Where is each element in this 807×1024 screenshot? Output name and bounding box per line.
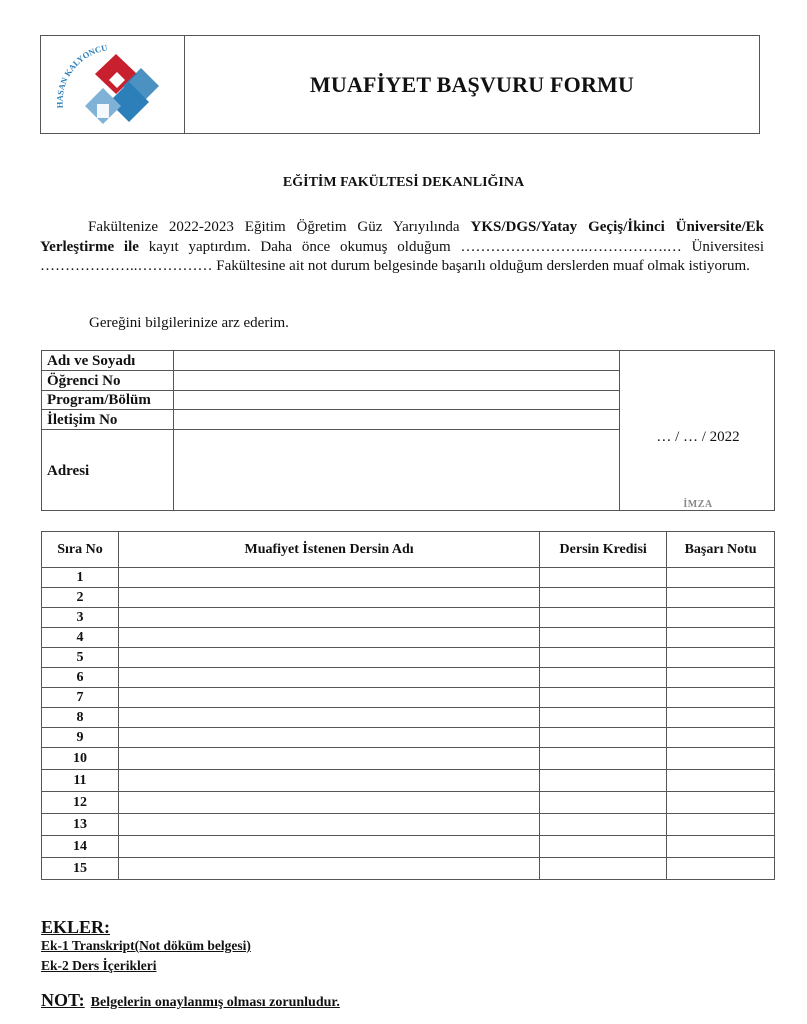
grade-cell[interactable] (667, 814, 775, 836)
table-row (42, 628, 775, 648)
attachments-title: EKLER: (41, 917, 111, 937)
grade-cell[interactable] (667, 568, 775, 588)
grade-cell[interactable] (667, 792, 775, 814)
grade-cell[interactable] (667, 858, 775, 880)
table-row (42, 688, 775, 708)
credit-cell[interactable] (540, 568, 667, 588)
course-name-cell[interactable] (118, 814, 539, 836)
grade-cell[interactable] (667, 648, 775, 668)
course-name-cell[interactable] (118, 728, 539, 748)
course-name-cell[interactable] (118, 836, 539, 858)
label-contact: İletişim No (47, 412, 118, 428)
grade-cell[interactable] (667, 770, 775, 792)
form-header (40, 35, 760, 134)
grade-cell[interactable] (667, 588, 775, 608)
application-paragraph (40, 218, 764, 277)
table-row (42, 748, 775, 770)
grade-cell[interactable] (667, 688, 775, 708)
credit-cell[interactable] (540, 836, 667, 858)
row-number: 7 (42, 688, 119, 708)
table-row (42, 648, 775, 668)
row-number: 3 (42, 608, 119, 628)
attachment-item-2: Ek-2 Ders İçerikleri (41, 958, 157, 973)
credit-cell[interactable] (540, 858, 667, 880)
student-info-table (41, 350, 775, 511)
attachment-item-1: Ek-1 Transkript(Not döküm belgesi) (41, 938, 251, 953)
label-program: Program/Bölüm (47, 392, 151, 408)
row-number: 13 (42, 814, 119, 836)
credit-cell[interactable] (540, 792, 667, 814)
header-credit: Dersin Kredisi (540, 532, 667, 568)
header-grade: Başarı Notu (667, 532, 775, 568)
paragraph-bold: YKS/DGS/Yatay Geçiş/İkinci Üniversite/Ek Yerleştirme ile (40, 219, 765, 255)
table-row (42, 858, 775, 880)
course-name-cell[interactable] (118, 688, 539, 708)
addressee: EĞİTİM FAKÜLTESİ DEKANLIĞINA (282, 175, 525, 190)
credit-cell[interactable] (540, 708, 667, 728)
credit-cell[interactable] (540, 648, 667, 668)
row-number: 15 (42, 858, 119, 880)
credit-cell[interactable] (540, 608, 667, 628)
course-name-cell[interactable] (118, 792, 539, 814)
table-row (42, 568, 775, 588)
logo-wordmark: HASAN KALYONCU (54, 42, 109, 109)
course-name-cell[interactable] (118, 608, 539, 628)
signature-label: İMZA (683, 499, 713, 510)
credit-cell[interactable] (540, 728, 667, 748)
credit-cell[interactable] (540, 628, 667, 648)
table-row (42, 814, 775, 836)
paragraph-text-2: kayıt yaptırdım. Daha önce okumuş olduğum ……………………..…………….… Üniversitesi ………………..…………… Fakültesine ait not durum belgesinde başarılı olduğum derslerden muaf olmak istiyorum. (40, 238, 764, 274)
closing-sentence: Gereğini bilgilerinize arz ederim. (89, 315, 289, 331)
row-number: 4 (42, 628, 119, 648)
credit-cell[interactable] (540, 588, 667, 608)
credit-cell[interactable] (540, 770, 667, 792)
table-row (42, 608, 775, 628)
table-header-row (42, 532, 775, 568)
paragraph-text-1: Fakültenize 2022-2023 Eğitim Öğretim Güz Yarıyılında (88, 219, 471, 235)
table-row (42, 770, 775, 792)
header-course-name: Muafiyet İstenen Dersin Adı (118, 532, 539, 568)
note-text: Belgelerin onaylanmış olması zorunludur. (90, 995, 340, 1010)
course-name-cell[interactable] (118, 568, 539, 588)
table-row (42, 708, 775, 728)
table-row (42, 588, 775, 608)
course-name-cell[interactable] (118, 588, 539, 608)
label-address: Adresi (47, 463, 90, 479)
grade-cell[interactable] (667, 728, 775, 748)
course-name-cell[interactable] (118, 748, 539, 770)
header-no: Sıra No (42, 532, 119, 568)
grade-cell[interactable] (667, 836, 775, 858)
form-title: MUAFİYET BAŞVURU FORMU (309, 71, 635, 97)
table-row (42, 728, 775, 748)
row-number: 9 (42, 728, 119, 748)
credit-cell[interactable] (540, 688, 667, 708)
label-name: Adı ve Soyadı (47, 353, 136, 369)
date-field: … / … / 2022 (656, 429, 740, 445)
row-number: 5 (42, 648, 119, 668)
grade-cell[interactable] (667, 708, 775, 728)
note (41, 990, 340, 1011)
course-name-cell[interactable] (118, 770, 539, 792)
grade-cell[interactable] (667, 608, 775, 628)
course-name-cell[interactable] (118, 668, 539, 688)
courses-table (41, 531, 775, 880)
credit-cell[interactable] (540, 814, 667, 836)
credit-cell[interactable] (540, 668, 667, 688)
row-number: 1 (42, 568, 119, 588)
course-name-cell[interactable] (118, 708, 539, 728)
table-row (42, 836, 775, 858)
note-label: NOT: (41, 990, 85, 1010)
row-number: 10 (42, 748, 119, 770)
grade-cell[interactable] (667, 748, 775, 770)
course-name-cell[interactable] (118, 858, 539, 880)
course-name-cell[interactable] (118, 648, 539, 668)
course-name-cell[interactable] (118, 628, 539, 648)
row-number: 14 (42, 836, 119, 858)
row-number: 8 (42, 708, 119, 728)
row-number: 11 (42, 770, 119, 792)
label-student-no: Öğrenci No (47, 373, 121, 389)
table-row (42, 792, 775, 814)
grade-cell[interactable] (667, 628, 775, 648)
credit-cell[interactable] (540, 748, 667, 770)
row-number: 6 (42, 668, 119, 688)
grade-cell[interactable] (667, 668, 775, 688)
university-logo (41, 36, 185, 133)
table-row (42, 668, 775, 688)
row-number: 12 (42, 792, 119, 814)
row-number: 2 (42, 588, 119, 608)
